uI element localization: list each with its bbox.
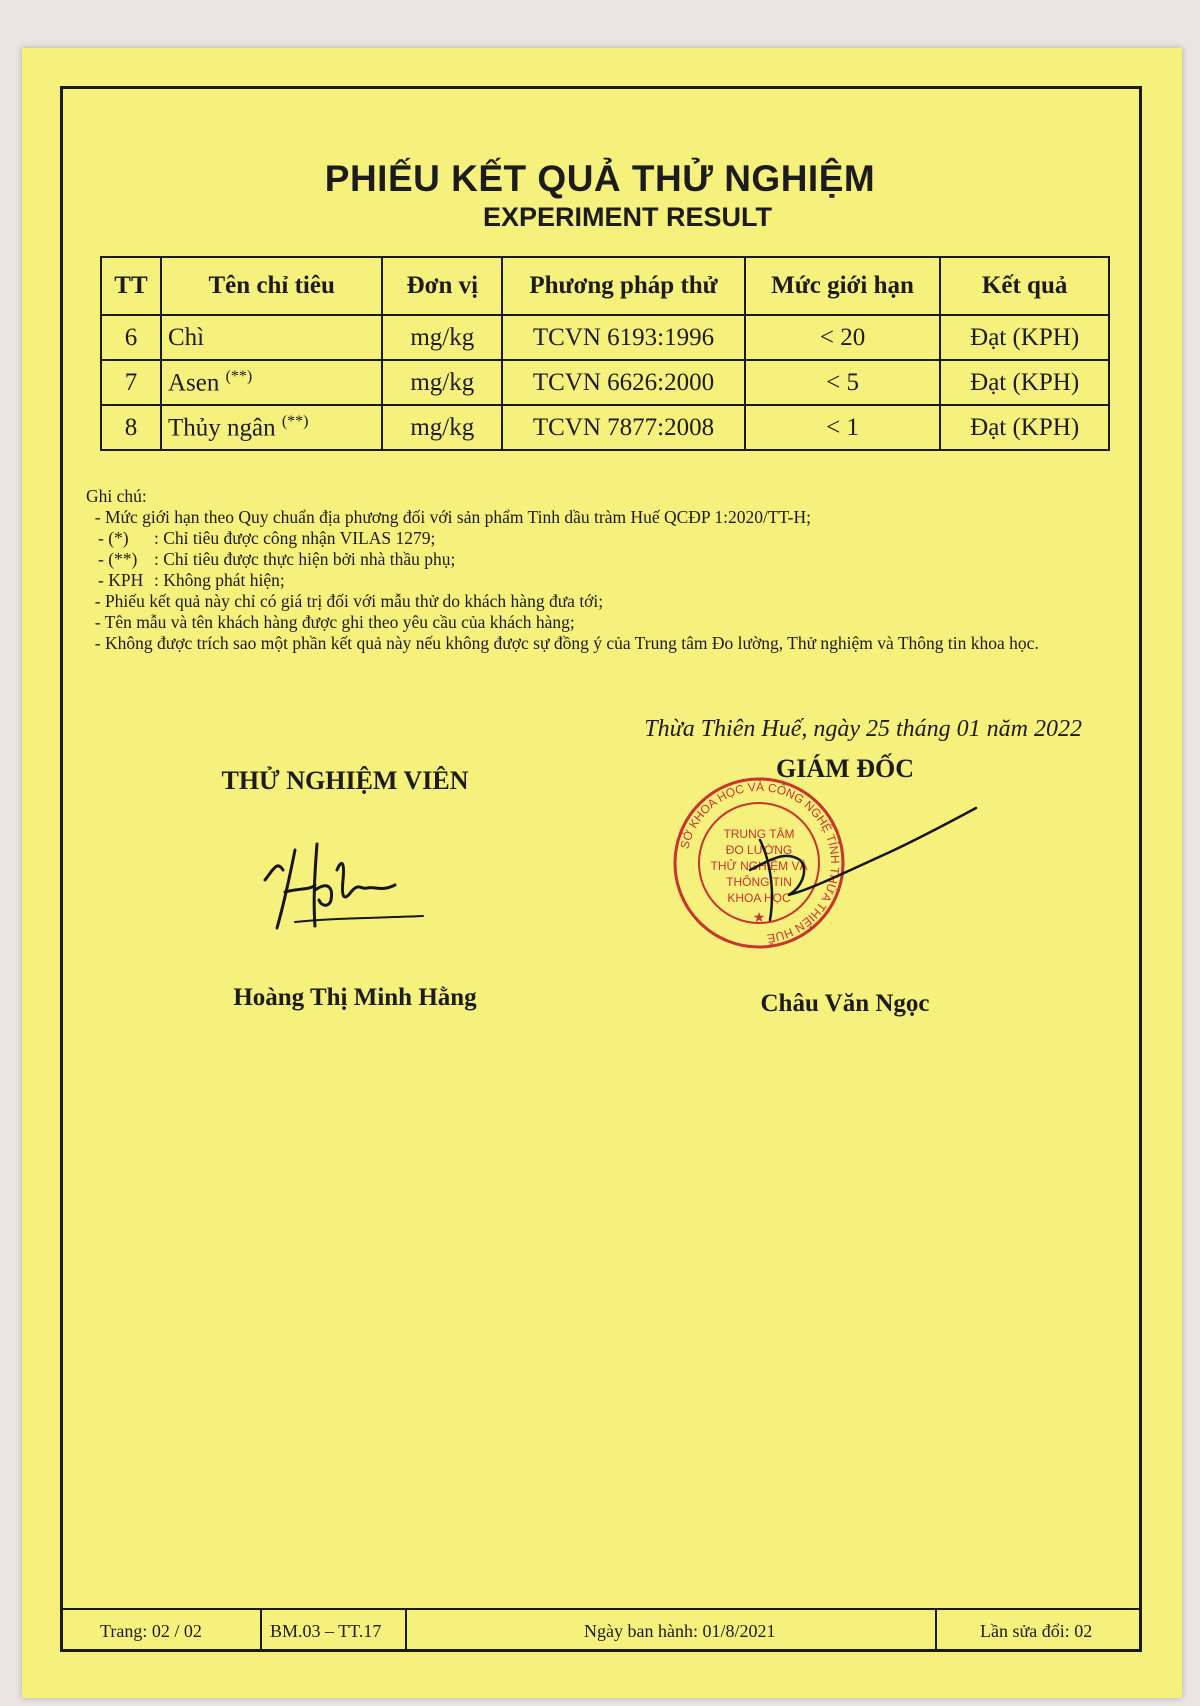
tester-signature [255,830,425,930]
note-key: - KPH [98,570,144,590]
cell-name [161,315,382,360]
director-signature [740,800,980,930]
footer-bar [60,1608,1142,1652]
table-row [101,405,1109,450]
cell-tt: 8 [101,405,161,450]
footer-revision: Lần sửa đổi: 02 [980,1621,1093,1641]
note-text: - Mức giới hạn theo Quy chuẩn địa phương đối với sản phẩm Tinh dầu tràm Huế QCĐP 1:2020/TT-H; [94,507,811,527]
note-line [86,612,1146,633]
results-table [100,256,1110,451]
note-text: - Không được trích sao một phần kết quả này nếu không được sự đồng ý của Trung tâm Đo lường, Thử nghiệm và Thông tin khoa học. [94,633,1039,653]
note-line [86,570,1146,591]
header-name: Tên chỉ tiêu [161,257,382,315]
footer-form-code: BM.03 – TT.17 [270,1621,382,1641]
document-subtitle: EXPERIMENT RESULT [482,202,773,232]
cell-method: TCVN 6193:1996 [502,315,745,360]
note-line [86,591,1146,612]
footer-divider [405,1610,407,1652]
header-limit: Mức giới hạn [745,257,941,315]
table-row [101,315,1109,360]
notes-section [86,486,1146,654]
stamp-line: KHOA HỌC [727,891,791,905]
stamp-line: THỬ NGHIỆM VÀ [710,859,808,873]
note-line [86,633,1146,654]
header-tt: TT [101,257,161,315]
notes-heading: Ghi chú: [86,486,147,506]
tester-name: Hoàng Thị Minh Hằng [233,984,477,1011]
cell-result: Đạt (KPH) [940,360,1109,405]
cell-method: TCVN 6626:2000 [502,360,745,405]
footer-page: Trang: 02 / 02 [100,1621,202,1641]
director-name: Châu Văn Ngọc [760,990,930,1017]
subcontractor-mark: (**) [225,367,253,385]
note-line [86,528,1146,549]
subcontractor-mark: (**) [281,412,309,430]
cell-name [161,405,382,450]
header-result: Kết quả [940,257,1109,315]
cell-limit: < 5 [745,360,941,405]
stamp-outer-text: SỞ KHOA HỌC VÀ CÔNG NGHỆ TỈNH THỪA THIÊN HUẾ [677,779,843,946]
cell-result: Đạt (KPH) [940,405,1109,450]
header-method: Phương pháp thử [502,257,745,315]
stamp-line: TRUNG TÂM [723,827,795,841]
footer-divider [935,1610,937,1652]
place-date: Thừa Thiên Huế, ngày 25 tháng 01 năm 2022 [644,716,1082,742]
cell-limit: < 1 [745,405,941,450]
cell-name [161,360,382,405]
cell-result: Đạt (KPH) [940,315,1109,360]
stamp-star-icon: ★ [752,911,766,926]
cell-unit: mg/kg [382,315,502,360]
cell-tt: 7 [101,360,161,405]
note-text: - Tên mẫu và tên khách hàng được ghi theo yêu cầu của khách hàng; [94,612,575,632]
note-text: : Chỉ tiêu được công nhận VILAS 1279; [154,528,436,548]
cell-method: TCVN 7877:2008 [502,405,745,450]
note-text: : Chỉ tiêu được thực hiện bởi nhà thầu phụ; [154,549,456,569]
note-text: : Không phát hiện; [154,570,285,590]
note-key: - (**) [98,549,138,569]
note-text: - Phiếu kết quả này chỉ có giá trị đối với mẫu thử do khách hàng đưa tới; [94,591,604,611]
stamp-line: THÔNG TIN [726,875,792,889]
cell-name-text: Chì [167,323,205,351]
stamp-line: ĐO LƯỜNG [725,843,793,857]
footer-issue-date: Ngày ban hành: 01/8/2021 [584,1621,776,1641]
footer-divider [260,1610,262,1652]
note-line [86,507,1146,528]
document-title: PHIẾU KẾT QUẢ THỬ NGHIỆM [324,158,876,199]
cell-unit: mg/kg [382,405,502,450]
note-line [86,549,1146,570]
header-unit: Đơn vị [382,257,502,315]
cell-unit: mg/kg [382,360,502,405]
cell-limit: < 20 [745,315,941,360]
note-key: - (*) [98,528,129,548]
cell-tt: 6 [101,315,161,360]
cell-name-text: Asen [167,369,220,397]
tester-title: THỬ NGHIỆM VIÊN [221,766,469,795]
table-header-row [101,257,1109,315]
table-row [101,360,1109,405]
cell-name-text: Thủy ngân [167,414,276,442]
director-title: GIÁM ĐỐC [776,754,914,783]
